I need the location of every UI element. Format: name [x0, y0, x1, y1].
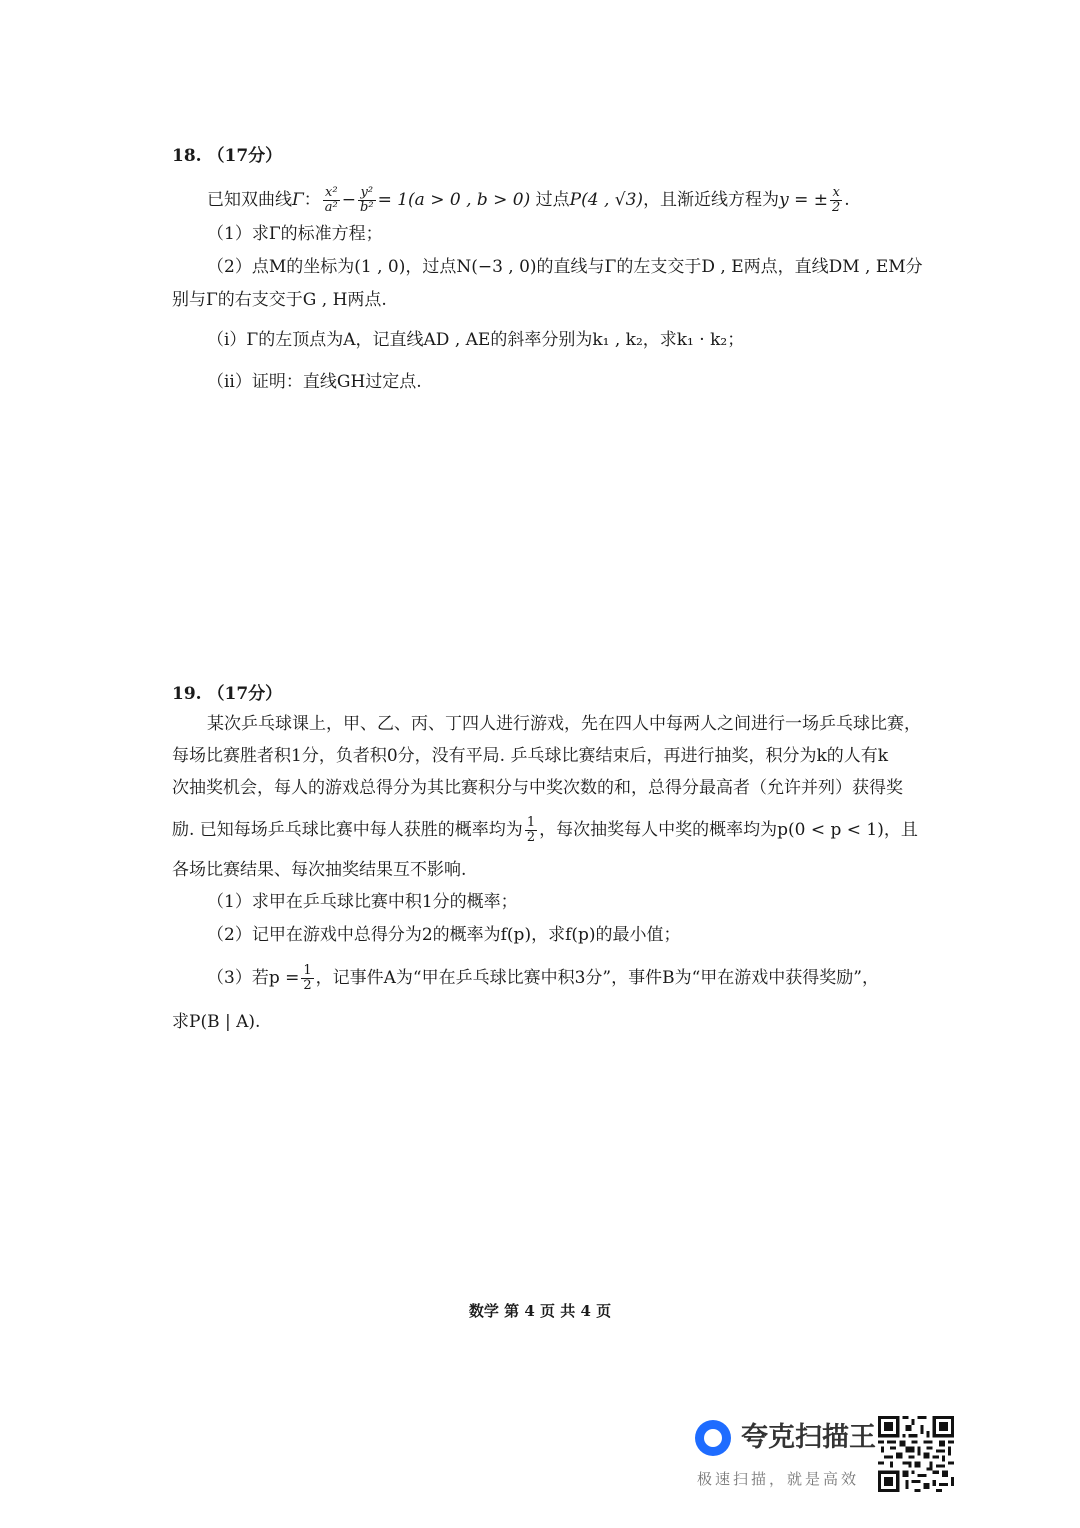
- q19-header: 19. （17分）: [172, 684, 283, 704]
- q19-line3: 次抽奖机会，每人的游戏总得分为其比赛积分与中奖次数的和，总得分最高者（允许并列）获得奖: [172, 778, 903, 798]
- q19-part3-frac-den: 2: [303, 978, 312, 993]
- q19-line1: 某次乒乓球课上，甲、乙、丙、丁四人进行游戏，先在四人中每两人之间进行一场乒乓球比赛，: [207, 714, 921, 734]
- q18-frac-y: [358, 186, 376, 215]
- q19-part3-frac: [301, 964, 313, 993]
- q19-part3-frac-num: 1: [303, 963, 312, 978]
- q18-header: 18. （17分）: [172, 146, 283, 166]
- q19-line4-pre: 励. 已知每场乒乓球比赛中每人获胜的概率均为: [172, 820, 523, 840]
- q18-frac-asym: [830, 186, 842, 215]
- page-footer: 数学 第 4 页 共 4 页: [468, 1302, 612, 1320]
- q18-stem-mid2: ，且渐近线方程为: [643, 190, 780, 210]
- q19-line4: [172, 810, 918, 850]
- q19-part3-pre: （3）若p =: [207, 968, 300, 988]
- q19-line4-post: ，每次抽奖每人中奖的概率均为p(0 < p < 1)，且: [539, 820, 918, 840]
- q18-eq-cond: = 1(a > 0 , b > 0): [377, 190, 531, 210]
- q18-frac-asym-num: x: [830, 186, 842, 201]
- q18-minus: −: [341, 190, 357, 210]
- q19-line2: 每场比赛胜者积1分，负者积0分，没有平局. 乒乓球比赛结束后，再进行抽奖，积分为k的人有k: [172, 746, 889, 766]
- q18-stem-mid: 过点: [535, 190, 570, 210]
- q18-part2-line2: 别与Γ的右支交于G , H两点.: [172, 290, 387, 310]
- q19-part1: （1）求甲在乒乓球比赛中积1分的概率；: [207, 892, 518, 912]
- q19-part3-post: ，记事件A为“甲在乒乓球比赛中积3分”，事件B为“甲在游戏中获得奖励”，: [315, 968, 879, 988]
- q18-colon: ：: [303, 190, 321, 210]
- scanner-slogan: 极速扫描，就是高效: [697, 1470, 860, 1488]
- q18-frac-x-den: a²: [324, 200, 338, 215]
- qr-code-icon: [878, 1416, 954, 1492]
- q18-gamma: Γ: [292, 190, 304, 210]
- q18-part2-line1: （2）点M的坐标为(1 , 0)，过点N(−3 , 0)的直线与Γ的左支交于D , E两点，直线DM , EM分: [207, 257, 923, 277]
- q18-stem-end: .: [844, 190, 850, 210]
- q19-frac-half-den: 2: [526, 830, 536, 845]
- q18-frac-y-den: b²: [360, 200, 374, 215]
- scanner-name: 夸克扫描王: [741, 1422, 876, 1453]
- q18-part1: （1）求Γ的标准方程；: [207, 224, 383, 244]
- q18-frac-y-num: y²: [358, 186, 376, 201]
- q19-part2: （2）记甲在游戏中总得分为2的概率为f(p)，求f(p)的最小值；: [207, 925, 681, 945]
- scanner-logo-icon: [695, 1420, 731, 1456]
- q18-stem: [207, 180, 850, 220]
- q19-part3: [207, 958, 879, 998]
- q18-frac-asym-den: 2: [831, 200, 841, 215]
- q18-sub-i: （i）Γ的左顶点为A，记直线AD , AE的斜率分别为k₁ , k₂，求k₁ · k₂；: [207, 330, 745, 350]
- q19-frac-half: [525, 816, 537, 845]
- q19-frac-half-num: 1: [526, 815, 536, 830]
- q18-stem-pre: 已知双曲线: [207, 190, 292, 210]
- q19-line5: 各场比赛结果、每次抽奖结果互不影响.: [172, 860, 467, 880]
- q18-frac-x-num: x²: [323, 186, 340, 201]
- q18-asym: y = ±: [779, 190, 828, 210]
- q18-frac-x: [323, 186, 340, 215]
- q18-point: P(4 , √3): [569, 190, 644, 210]
- q19-part3-end: 求P(B | A).: [172, 1012, 261, 1032]
- q18-sub-ii: （ii）证明：直线GH过定点.: [207, 372, 422, 392]
